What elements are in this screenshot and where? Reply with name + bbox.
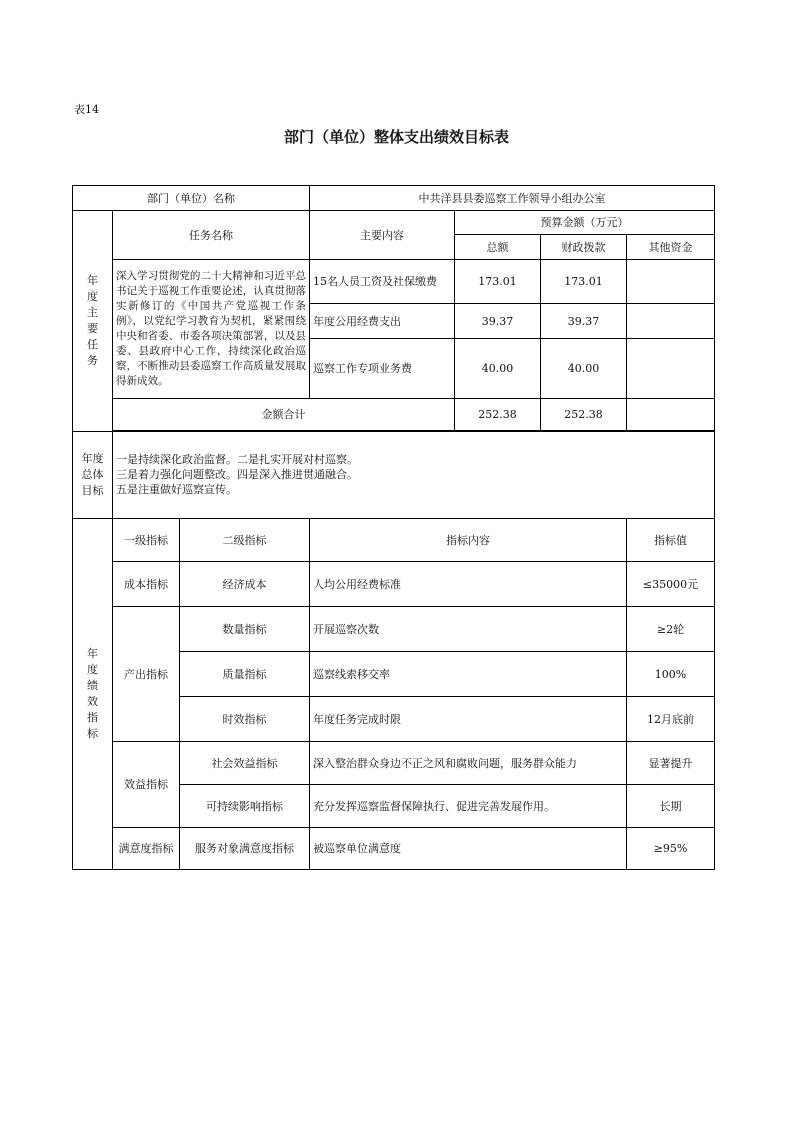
task-finance-1: 173.01 [541,260,627,304]
indicator-value-7: ≥95% [627,828,715,870]
task-total-1: 173.01 [455,260,541,304]
indicator-value-5: 显著提升 [627,742,715,785]
indicator-content-4: 年度任务完成时限 [310,697,627,742]
level1-cost: 成本指标 [113,562,180,607]
sum-label: 金额合计 [113,399,455,431]
main-content-header: 主要内容 [310,211,455,260]
goal-line-1: 一是持续深化政治监督。二是扎实开展对村巡察。 [116,453,358,466]
unit-name-label: 部门（单位）名称 [73,186,310,211]
indicator-level2-1: 经济成本 [180,562,310,607]
task-finance-3: 40.00 [541,339,627,399]
annual-goals [113,432,715,519]
indicator-value-6: 长期 [627,785,715,828]
indicator-content-1: 人均公用经费标准 [310,562,627,607]
table-tag: 表14 [74,103,99,116]
indicator-value-1: ≤35000元 [627,562,715,607]
indicator-level2-5: 社会效益指标 [180,742,310,785]
sum-total: 252.38 [455,399,541,431]
page-title: 部门（单位）整体支出绩效目标表 [283,128,509,146]
indicator-level2-2: 数量指标 [180,607,310,652]
task-description: 深入学习贯彻党的二十大精神和习近平总书记关于巡视工作重要论述，认真贯彻落实新修订的《中国共产党巡视工作条例》，以党纪学习教育为契机，紧紧围绕中央和省委、市委各项决策部署，以及县委、县政府中心工作，持续深化政治巡察，不断推动县委巡察工作高质量发展取得新成效。 [113,260,310,399]
budget-total-header: 总额 [455,235,541,260]
indicator-value-header: 指标值 [627,519,715,562]
budget-finance-header: 财政拨款 [541,235,627,260]
indicator-level2-6: 可持续影响指标 [180,785,310,828]
indicator-level2-3: 质量指标 [180,652,310,697]
level2-header: 二级指标 [180,519,310,562]
task-finance-2: 39.37 [541,304,627,339]
unit-name-value: 中共洋县县委巡察工作领导小组办公室 [310,186,715,211]
task-other-3 [627,339,715,399]
budget-header: 预算金额（万元） [455,211,715,235]
indicator-content-header: 指标内容 [310,519,627,562]
performance-target-table [72,185,715,870]
goal-line-3: 五是注重做好巡察宣传。 [116,483,237,496]
section-performance-indicators: 年度绩效指标 [73,519,113,870]
level1-satisfaction: 满意度指标 [113,828,180,870]
indicator-content-6: 充分发挥巡察监督保障执行、促进完善发展作用。 [310,785,627,828]
section-annual-goals: 年度总体目标 [73,432,113,519]
indicator-content-3: 巡察线索移交率 [310,652,627,697]
indicator-level2-7: 服务对象满意度指标 [180,828,310,870]
sum-finance: 252.38 [541,399,627,431]
task-content-3: 巡察工作专项业务费 [310,339,455,399]
task-other-2 [627,304,715,339]
indicator-content-2: 开展巡察次数 [310,607,627,652]
task-name-header: 任务名称 [113,211,310,260]
indicator-value-3: 100% [627,652,715,697]
level1-header: 一级指标 [113,519,180,562]
indicator-level2-4: 时效指标 [180,697,310,742]
indicator-value-2: ≥2轮 [627,607,715,652]
task-content-1: 15名人员工资及社保缴费 [310,260,455,304]
indicator-content-7: 被巡察单位满意度 [310,828,627,870]
goal-line-2: 三是着力强化问题整改。四是深入推进贯通融合。 [116,468,358,481]
level1-benefit: 效益指标 [113,742,180,828]
task-total-2: 39.37 [455,304,541,339]
indicator-content-5: 深入整治群众身边不正之风和腐败问题，服务群众能力 [310,742,627,785]
budget-other-header: 其他资金 [627,235,715,260]
task-content-2: 年度公用经费支出 [310,304,455,339]
level1-output: 产出指标 [113,607,180,742]
task-total-3: 40.00 [455,339,541,399]
sum-other [627,399,715,431]
section-annual-tasks: 年度主要任务 [73,211,113,432]
indicator-value-4: 12月底前 [627,697,715,742]
task-other-1 [627,260,715,304]
